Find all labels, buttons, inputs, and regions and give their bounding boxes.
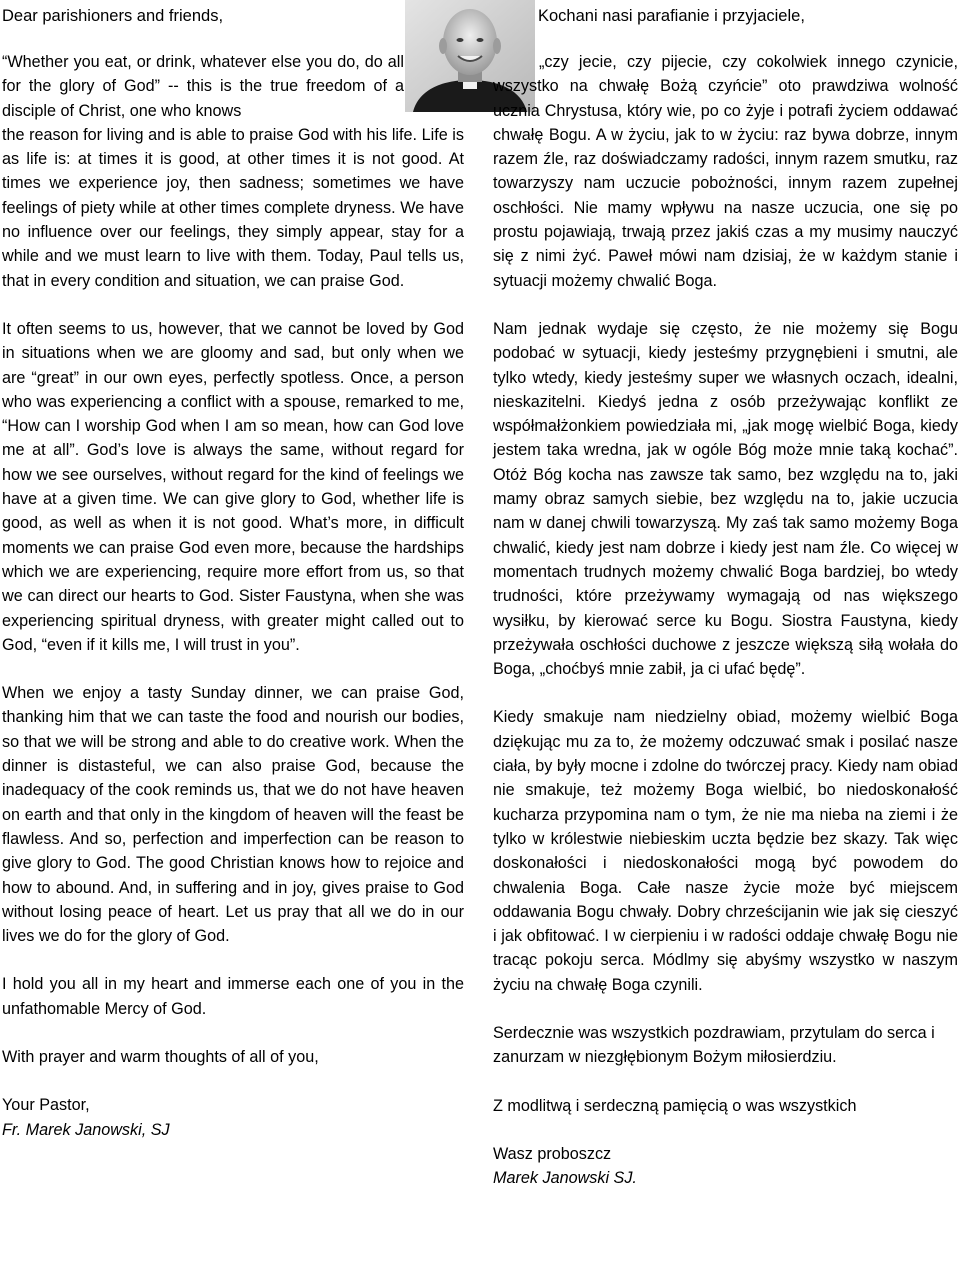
english-pastor-name: Fr. Marek Janowski, SJ <box>2 1120 170 1139</box>
polish-pastor-name: Marek Janowski SJ. <box>493 1169 637 1188</box>
english-signoff: With prayer and warm thoughts of all of you, <box>2 1047 319 1066</box>
polish-paragraph-1: „czy jecie, czy pijecie, czy cokolwiek innego czynicie, wszystko na chwałę Bożą czyńcie” oto prawdziwa wolność ucznia Chrystusa, który wie, po co żyje i potrafi życiem oddawać chwałę Bogu. A w życiu, jak to w życiu: raz bywa dobrze, innym razem źle, raz doświadczamy radości, innym razem smutku, raz towarzyszy nam uczucie pobożności, innym razem zupełnej oschłości. Nie mamy wpływu na nasze uczucia, one się po prostu pojawiają, trwają przez jakiś czas a my musimy nauczyć się z nimi żyć. Paweł mówi nam dzisiaj, że w każdym stanie i sytuacji możemy chwalić Boga. <box>493 53 958 290</box>
english-paragraph-1: the reason for living and is able to praise God with his life. Life is as life is: at times it is good, at other times it is not good. At times we experience joy, then sadness; sometimes we have feelings of piety while at other times complete dryness. We have no influence over our feelings, they simply appear, stay for a while and we must learn to live with them. Today, Paul tells us, that in every condition and situation, we can praise God. <box>2 125 464 290</box>
english-paragraph-3: When we enjoy a tasty Sunday dinner, we can praise God, thanking him that we can taste the food and nourish our bodies, so that we will be strong and able to do creative work. When the dinner is distasteful, we can also praise God, because the inadequacy of the cook reminds us, that we do not have heaven on earth and that only in the kingdom of heaven will the feast be flawless. And so, perfection and imperfection can be reason to give glory to God. The good Christian knows how to rejoice and how to abound. And, in suffering and in joy, gives praise to God without losing peace of heart. Let us pray that all we do in our lives we do for the glory of God. <box>2 684 464 946</box>
english-paragraph-4: I hold you all in my heart and immerse each one of you in the unfathomable Mercy of God. <box>2 975 464 1018</box>
polish-paragraph-2: Nam jednak wydaje się często, że nie możemy się Bogu podobać w sytuacji, kiedy jesteśmy przygnębieni i smutni, ale tylko wtedy, kiedy jesteśmy super we własnych oczach, idealni, nieskazitelni. Kiedyś jedna z osób przeżywając konflikt ze współmałżonkiem powiedziała mi, „jak mogę wielbić Boga, kiedy jestem taka wredna, jak w ogóle Bóg może mnie taką kochać”. Otóż Bóg kocha nas zawsze tak samo, bez względu na to, jaki mamy obraz samych siebie, bez względu na to, jakie uczucia nam w danej chwili towarzyszą. My zaś tak samo możemy Boga chwalić, kiedy jest nam dobrze i kiedy jest nam źle. Co więcej w momentach trudnych możemy chwalić Boga bardziej, bo wtedy trudności, które przeżywamy wymagają od nas większego wysiłku, by kierować serce ku Bogu. Siostra Faustyna, kiedy przeżywała oschłości duchowe z jeszcze większą siłą wołała do Boga, „choćbyś mnie zabił, ja ci ufać będę”. <box>493 319 958 679</box>
polish-pastor-title: Wasz proboszcz <box>493 1144 612 1163</box>
polish-greeting: Kochani nasi parafianie i przyjaciele, <box>538 7 805 25</box>
english-paragraph-1-intro: “Whether you eat, or drink, whatever else you do, do all for the glory of God” -- this is the true freedom of a disciple of Christ, one who knows <box>2 53 404 120</box>
english-column <box>2 4 464 1142</box>
polish-signoff: Z modlitwą i serdeczną pamięcią o was wszystkich <box>493 1096 857 1115</box>
polish-paragraph-4: Serdecznie was wszystkich pozdrawiam, przytulam do serca i zanurzam w niezgłębionym Bożym miłosierdziu. <box>493 1023 935 1067</box>
polish-column <box>493 4 958 1190</box>
polish-paragraph-3: Kiedy smakuje nam niedzielny obiad, możemy wielbić Boga dziękując mu za to, że możemy odczuwać smak i posilać nasze ciała, by były mocne i zdolne do twórczej pracy. Kiedy nam obiad nie smakuje, też możemy Boga wielbić, bo niedoskonałość kucharza przypomina nam o tym, że nie ma nieba na ziemi i że tylko w królestwie niebieskim uczta będzie bez skazy. Tak więc doskonałości i niedoskonałości mogą być powodem do chwalenia Boga. Całe nasze życie może być miejscem oddawania Bogu chwały. Dobry chrześcijanin wie jak się cieszyć i jak obfitować. I w cierpieniu i w radości oddaje chwałę Bogu nie tracąc pokoju serca. Módlmy się abyśmy wszystko w naszym życiu na chwałę Boga czynili. <box>493 708 958 994</box>
english-greeting: Dear parishioners and friends, <box>2 7 224 25</box>
english-pastor-title: Your Pastor, <box>2 1096 90 1115</box>
english-paragraph-2: It often seems to us, however, that we cannot be loved by God in situations when we are gloomy and sad, but only when we are “great” in our own eyes, perfectly spotless. Once, a person who was experiencing a conflict with a spouse, remarked to me, “How can I worship God when I am so mean, how can God love me at all”. God’s love is always the same, without regard for how we see ourselves, without regard for the kind of feelings we have at a given time. We can give glory to God, whether life is good, as well as when it is not good. What’s more, in difficult moments we can praise God even more, because the hardships which we are experiencing, require more effort from us, so that we can direct our hearts to God. Sister Faustyna, when she was experiencing spiritual dryness, with greater might called out to God, “even if it kills me, I will trust in you”. <box>2 319 464 654</box>
